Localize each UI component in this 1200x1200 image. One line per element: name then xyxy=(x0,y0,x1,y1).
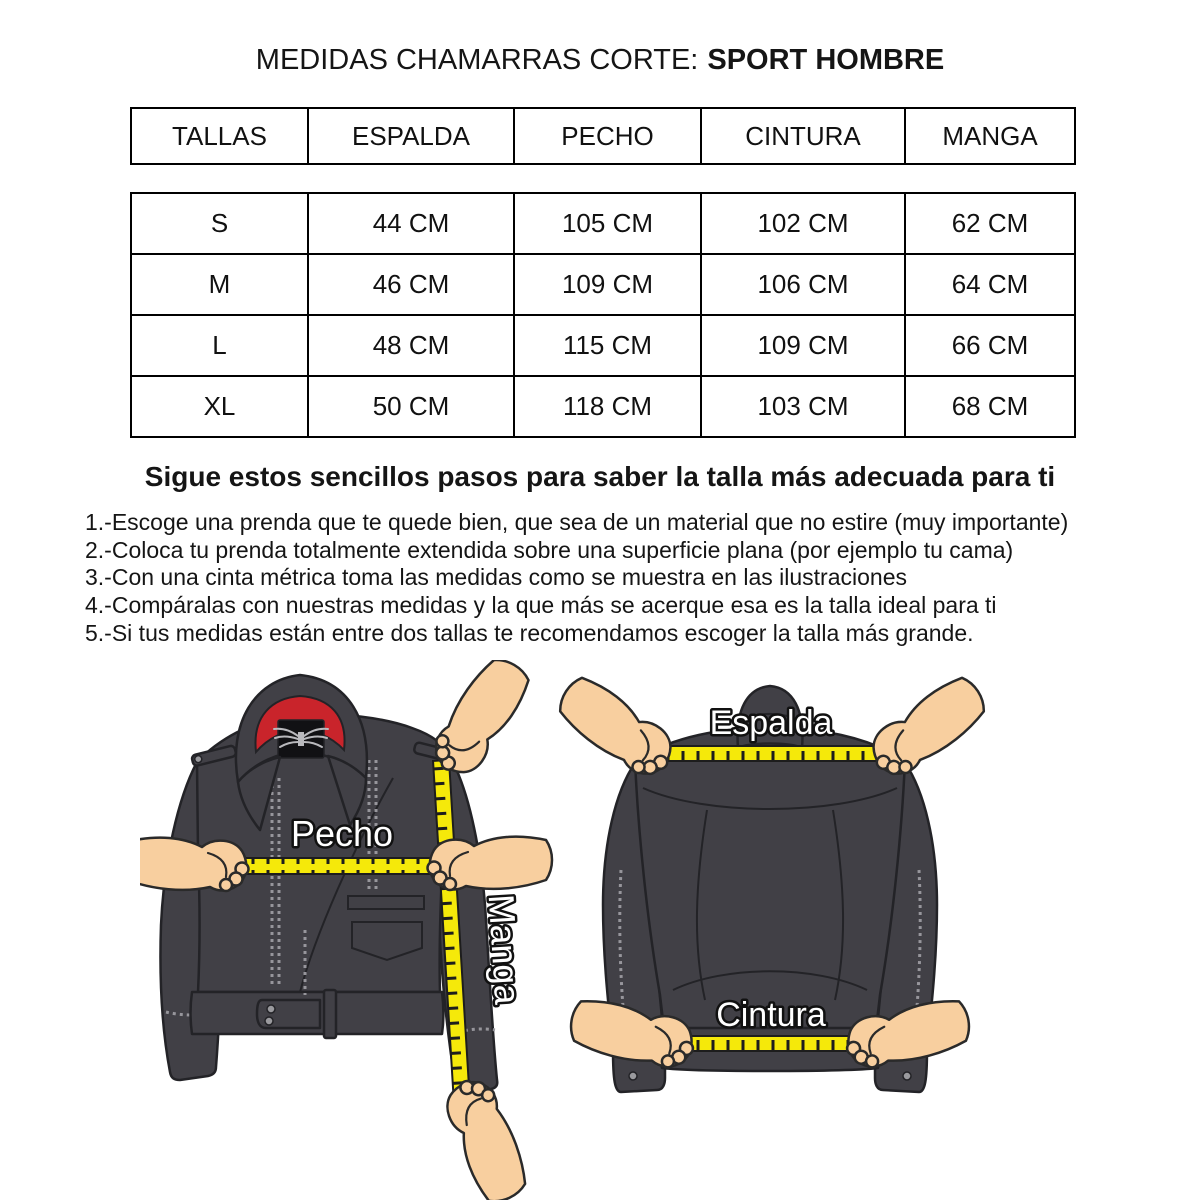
hand-manga-top xyxy=(426,660,534,784)
hand-pecho-left xyxy=(140,838,249,891)
measuring-tape-cintura xyxy=(670,1036,870,1051)
guide-step-2: 2.-Coloca tu prenda totalmente extendida sobre una superficie plana (por ejemplo tu cama) xyxy=(85,536,1014,563)
back-body xyxy=(635,728,905,1032)
table-cell: XL xyxy=(203,391,236,421)
table-cell: 62 CM xyxy=(904,194,1074,253)
front-jacket-illustration xyxy=(140,660,570,1200)
page-title-cut: SPORT HOMBRE xyxy=(707,44,945,76)
guide-steps xyxy=(85,509,1068,648)
guide-step-5: 5.-Si tus medidas están entre dos tallas te recomendamos escoger la talla más grande. xyxy=(85,619,974,646)
column-header-manga: MANGA xyxy=(904,109,1074,163)
header-row xyxy=(132,109,1074,163)
guide-step-1: 1.-Escoge una prenda que te quede bien, que sea de un material que no estire (muy importante) xyxy=(85,509,1069,535)
table-cell: L xyxy=(212,330,227,360)
guide-step-3: 3.-Con una cinta métrica toma las medidas como se muestra en las ilustraciones xyxy=(85,564,907,591)
manga-label: Manga xyxy=(480,893,529,1006)
table-cell: 105 CM xyxy=(513,194,700,253)
size-table-header xyxy=(130,107,1076,165)
belt-loop xyxy=(324,990,336,1038)
pecho-label: Pecho xyxy=(290,813,394,854)
hand-manga-bottom xyxy=(436,1072,537,1200)
guide-heading: Sigue estos sencillos pasos para saber la talla más adecuada para ti xyxy=(144,461,1056,492)
hand-espalda-left xyxy=(555,672,683,785)
column-header-pecho: PECHO xyxy=(513,109,700,163)
table-row-xl xyxy=(132,375,1074,436)
table-cell: 68 CM xyxy=(904,377,1074,436)
column-header-tallas: TALLAS xyxy=(172,120,267,151)
espalda-label: Espalda xyxy=(709,704,833,742)
table-cell: M xyxy=(208,269,231,299)
table-cell: 118 CM xyxy=(513,377,700,436)
table-row-s xyxy=(132,194,1074,253)
table-cell: 102 CM xyxy=(700,194,904,253)
table-cell: 109 CM xyxy=(513,255,700,314)
column-header-espalda: ESPALDA xyxy=(307,109,513,163)
table-cell: 64 CM xyxy=(904,255,1074,314)
page-title xyxy=(0,44,1200,77)
table-cell: 103 CM xyxy=(700,377,904,436)
guide-step-4: 4.-Compáralas con nuestras medidas y la que más se acerque esa es la talla ideal para ti xyxy=(85,592,997,619)
table-row-m xyxy=(132,253,1074,314)
table-cell: 44 CM xyxy=(307,194,513,253)
table-cell: S xyxy=(210,208,229,238)
page-title-prefix: MEDIDAS CHAMARRAS CORTE: xyxy=(255,44,699,76)
table-row-l xyxy=(132,314,1074,375)
table-cell: 48 CM xyxy=(307,316,513,375)
cintura-label: Cintura xyxy=(716,996,826,1034)
hand-pecho-right xyxy=(428,837,553,890)
size-table xyxy=(130,192,1076,438)
back-jacket-illustration xyxy=(555,660,1065,1110)
measuring-tape-pecho xyxy=(230,858,446,874)
table-cell: 106 CM xyxy=(700,255,904,314)
measuring-tape-espalda xyxy=(647,746,897,761)
table-cell: 115 CM xyxy=(513,316,700,375)
hand-espalda-right xyxy=(861,672,994,785)
table-cell: 46 CM xyxy=(307,255,513,314)
table-cell: 66 CM xyxy=(904,316,1074,375)
column-header-cintura: CINTURA xyxy=(700,109,904,163)
table-cell: 50 CM xyxy=(307,377,513,436)
table-cell: 109 CM xyxy=(700,316,904,375)
